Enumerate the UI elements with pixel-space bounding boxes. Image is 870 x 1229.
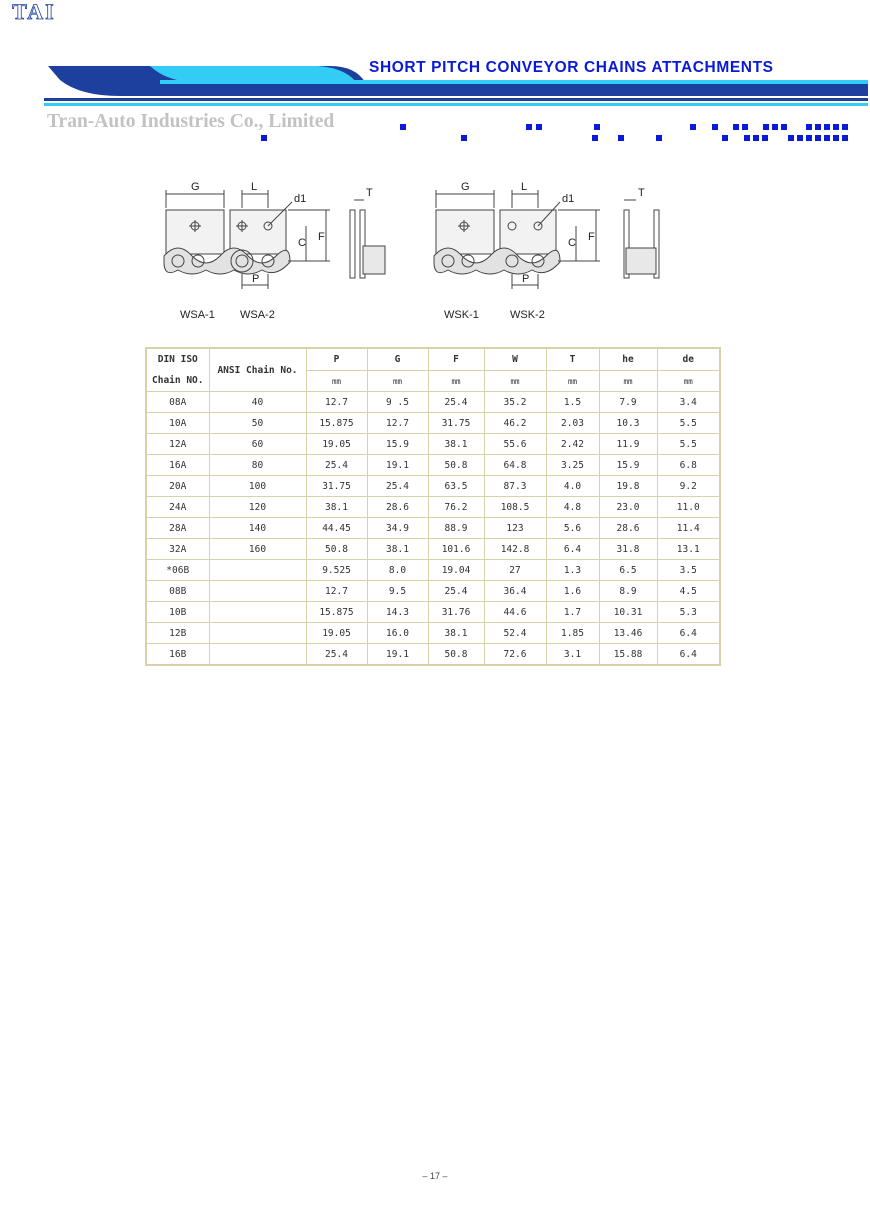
table-row — [146, 560, 720, 581]
table-cell: 44.45 — [306, 518, 367, 539]
table-cell: 3.25 — [546, 455, 599, 476]
table-cell: 15.88 — [599, 644, 657, 666]
table-cell: 28A — [146, 518, 209, 539]
table-cell: 5.5 — [657, 413, 720, 434]
table-cell: 5.5 — [657, 434, 720, 455]
table-cell: 6.4 — [546, 539, 599, 560]
table-cell: 35.2 — [484, 392, 546, 413]
table-cell: 3.4 — [657, 392, 720, 413]
dim-f-1: F — [318, 231, 325, 243]
table-row — [146, 644, 720, 666]
table-cell: 1.6 — [546, 581, 599, 602]
table-cell: 40 — [209, 392, 306, 413]
page-title: SHORT PITCH CONVEYOR CHAINS ATTACHMENTS — [369, 59, 774, 76]
table-cell: 25.4 — [367, 476, 428, 497]
table-cell: 15.875 — [306, 413, 367, 434]
header-ansi: ANSI Chain No. — [209, 348, 306, 392]
header-de: de — [657, 348, 720, 371]
table-cell: 160 — [209, 539, 306, 560]
table-row — [146, 539, 720, 560]
header-din-line1: DIN ISO — [157, 354, 198, 365]
table-cell: 101.6 — [428, 539, 484, 560]
dim-f-2: F — [588, 231, 595, 243]
table-cell: 9.2 — [657, 476, 720, 497]
header-din-line2: Chain NO. — [152, 375, 204, 386]
decorative-squares — [0, 0, 870, 150]
table-cell: 60 — [209, 434, 306, 455]
dim-d1-1: d1 — [294, 193, 307, 205]
unit-cell: mm — [657, 371, 720, 392]
table-cell — [209, 560, 306, 581]
table-cell: 123 — [484, 518, 546, 539]
table-cell: 12B — [146, 623, 209, 644]
table-cell: 38.1 — [428, 434, 484, 455]
table-cell: 25.4 — [428, 392, 484, 413]
table-cell: 36.4 — [484, 581, 546, 602]
table-cell: 23.0 — [599, 497, 657, 518]
dim-p-1: P — [252, 273, 260, 285]
table-cell: 1.3 — [546, 560, 599, 581]
table-cell: 50.8 — [306, 539, 367, 560]
table-cell: 38.1 — [367, 539, 428, 560]
table-cell: 25.4 — [428, 581, 484, 602]
table-row — [146, 392, 720, 413]
table-cell: 52.4 — [484, 623, 546, 644]
table-cell: 2.03 — [546, 413, 599, 434]
table-cell: 10B — [146, 602, 209, 623]
table-cell — [209, 581, 306, 602]
table-cell: 5.3 — [657, 602, 720, 623]
unit-cell: mm — [306, 371, 367, 392]
table-cell: *06B — [146, 560, 209, 581]
table-cell: 1.7 — [546, 602, 599, 623]
dim-g-1: G — [191, 181, 200, 193]
dim-c-2: C — [568, 237, 576, 249]
table-cell: 76.2 — [428, 497, 484, 518]
table-cell: 38.1 — [428, 623, 484, 644]
label-wsk-1: WSK-1 — [444, 309, 479, 321]
dim-d1-2: d1 — [562, 193, 575, 205]
table-cell: 4.5 — [657, 581, 720, 602]
table-cell: 11.9 — [599, 434, 657, 455]
dim-l-1: L — [251, 181, 258, 193]
page-number: – 17 – — [422, 1171, 448, 1181]
table-row — [146, 581, 720, 602]
table-cell: 8.0 — [367, 560, 428, 581]
dim-t-2: T — [638, 187, 645, 199]
table-cell: 44.6 — [484, 602, 546, 623]
table-cell: 50 — [209, 413, 306, 434]
table-cell: 10.3 — [599, 413, 657, 434]
table-cell: 7.9 — [599, 392, 657, 413]
table-cell: 3.1 — [546, 644, 599, 666]
table-cell: 20A — [146, 476, 209, 497]
table-cell: 24A — [146, 497, 209, 518]
table-cell — [209, 623, 306, 644]
table-cell: 15.875 — [306, 602, 367, 623]
table-cell: 15.9 — [367, 434, 428, 455]
company-name: Tran-Auto Industries Co., Limited — [47, 111, 335, 132]
table-cell: 11.0 — [657, 497, 720, 518]
table-cell: 63.5 — [428, 476, 484, 497]
table-cell: 13.1 — [657, 539, 720, 560]
spec-table-body — [146, 392, 720, 666]
table-cell: 31.75 — [306, 476, 367, 497]
table-row — [146, 455, 720, 476]
header-w: W — [484, 348, 546, 371]
table-cell: 08A — [146, 392, 209, 413]
header-he: he — [599, 348, 657, 371]
unit-cell: mm — [599, 371, 657, 392]
unit-cell: mm — [546, 371, 599, 392]
table-cell: 9 .5 — [367, 392, 428, 413]
table-cell: 10A — [146, 413, 209, 434]
dim-g-2: G — [461, 181, 470, 193]
dim-t-1: T — [366, 187, 373, 199]
table-cell: 6.4 — [657, 623, 720, 644]
table-cell: 28.6 — [599, 518, 657, 539]
table-cell: 19.05 — [306, 434, 367, 455]
table-cell: 12A — [146, 434, 209, 455]
table-row — [146, 476, 720, 497]
table-cell: 6.8 — [657, 455, 720, 476]
table-cell: 19.1 — [367, 455, 428, 476]
label-wsa-1: WSA-1 — [180, 309, 215, 321]
table-cell: 1.85 — [546, 623, 599, 644]
table-cell: 4.0 — [546, 476, 599, 497]
table-row — [146, 497, 720, 518]
table-cell: 5.6 — [546, 518, 599, 539]
table-cell: 72.6 — [484, 644, 546, 666]
table-cell: 19.05 — [306, 623, 367, 644]
table-cell: 32A — [146, 539, 209, 560]
table-cell: 2.42 — [546, 434, 599, 455]
table-cell: 12.7 — [306, 392, 367, 413]
table-cell: 6.5 — [599, 560, 657, 581]
attachment-drawings — [158, 178, 698, 326]
header-g: G — [367, 348, 428, 371]
table-cell: 9.5 — [367, 581, 428, 602]
page-header — [0, 0, 870, 150]
table-cell — [209, 602, 306, 623]
table-cell: 19.8 — [599, 476, 657, 497]
table-row — [146, 602, 720, 623]
table-cell: 25.4 — [306, 644, 367, 666]
table-cell: 08B — [146, 581, 209, 602]
table-cell: 3.5 — [657, 560, 720, 581]
table-cell: 1.5 — [546, 392, 599, 413]
table-cell: 88.9 — [428, 518, 484, 539]
table-cell: 15.9 — [599, 455, 657, 476]
unit-cell: mm — [367, 371, 428, 392]
label-wsa-2: WSA-2 — [240, 309, 275, 321]
header-p: P — [306, 348, 367, 371]
table-cell: 16A — [146, 455, 209, 476]
table-cell: 142.8 — [484, 539, 546, 560]
table-cell: 11.4 — [657, 518, 720, 539]
table-cell: 19.04 — [428, 560, 484, 581]
table-cell: 16.0 — [367, 623, 428, 644]
table-cell: 64.8 — [484, 455, 546, 476]
table-cell: 31.8 — [599, 539, 657, 560]
table-cell: 46.2 — [484, 413, 546, 434]
table-cell: 38.1 — [306, 497, 367, 518]
table-row — [146, 623, 720, 644]
header-t: T — [546, 348, 599, 371]
dim-p-2: P — [522, 273, 530, 285]
header-f: F — [428, 348, 484, 371]
table-cell: 4.8 — [546, 497, 599, 518]
table-cell: 13.46 — [599, 623, 657, 644]
table-cell: 25.4 — [306, 455, 367, 476]
table-cell: 10.31 — [599, 602, 657, 623]
table-row — [146, 518, 720, 539]
table-cell: 28.6 — [367, 497, 428, 518]
table-cell: 87.3 — [484, 476, 546, 497]
table-cell: 27 — [484, 560, 546, 581]
label-wsk-2: WSK-2 — [510, 309, 545, 321]
table-cell: 108.5 — [484, 497, 546, 518]
table-cell: 120 — [209, 497, 306, 518]
table-cell: 80 — [209, 455, 306, 476]
table-cell: 12.7 — [306, 581, 367, 602]
unit-cell: mm — [428, 371, 484, 392]
dim-l-2: L — [521, 181, 528, 193]
table-cell: 14.3 — [367, 602, 428, 623]
table-cell: 8.9 — [599, 581, 657, 602]
table-row — [146, 413, 720, 434]
table-cell: 55.6 — [484, 434, 546, 455]
table-cell: 6.4 — [657, 644, 720, 666]
table-cell: 9.525 — [306, 560, 367, 581]
table-row — [146, 434, 720, 455]
chain-diagram — [158, 178, 698, 326]
table-cell: 12.7 — [367, 413, 428, 434]
header-din-iso — [146, 348, 209, 392]
table-cell: 16B — [146, 644, 209, 666]
unit-cell: mm — [484, 371, 546, 392]
table-cell: 50.8 — [428, 644, 484, 666]
dim-c-1: C — [298, 237, 306, 249]
table-cell: 31.75 — [428, 413, 484, 434]
table-cell: 34.9 — [367, 518, 428, 539]
table-cell: 100 — [209, 476, 306, 497]
table-cell: 19.1 — [367, 644, 428, 666]
table-cell: 31.76 — [428, 602, 484, 623]
svg-text:TAI: TAI — [12, 0, 56, 24]
table-cell — [209, 644, 306, 666]
table-cell: 50.8 — [428, 455, 484, 476]
attachment-spec-table — [145, 347, 721, 666]
table-cell: 140 — [209, 518, 306, 539]
